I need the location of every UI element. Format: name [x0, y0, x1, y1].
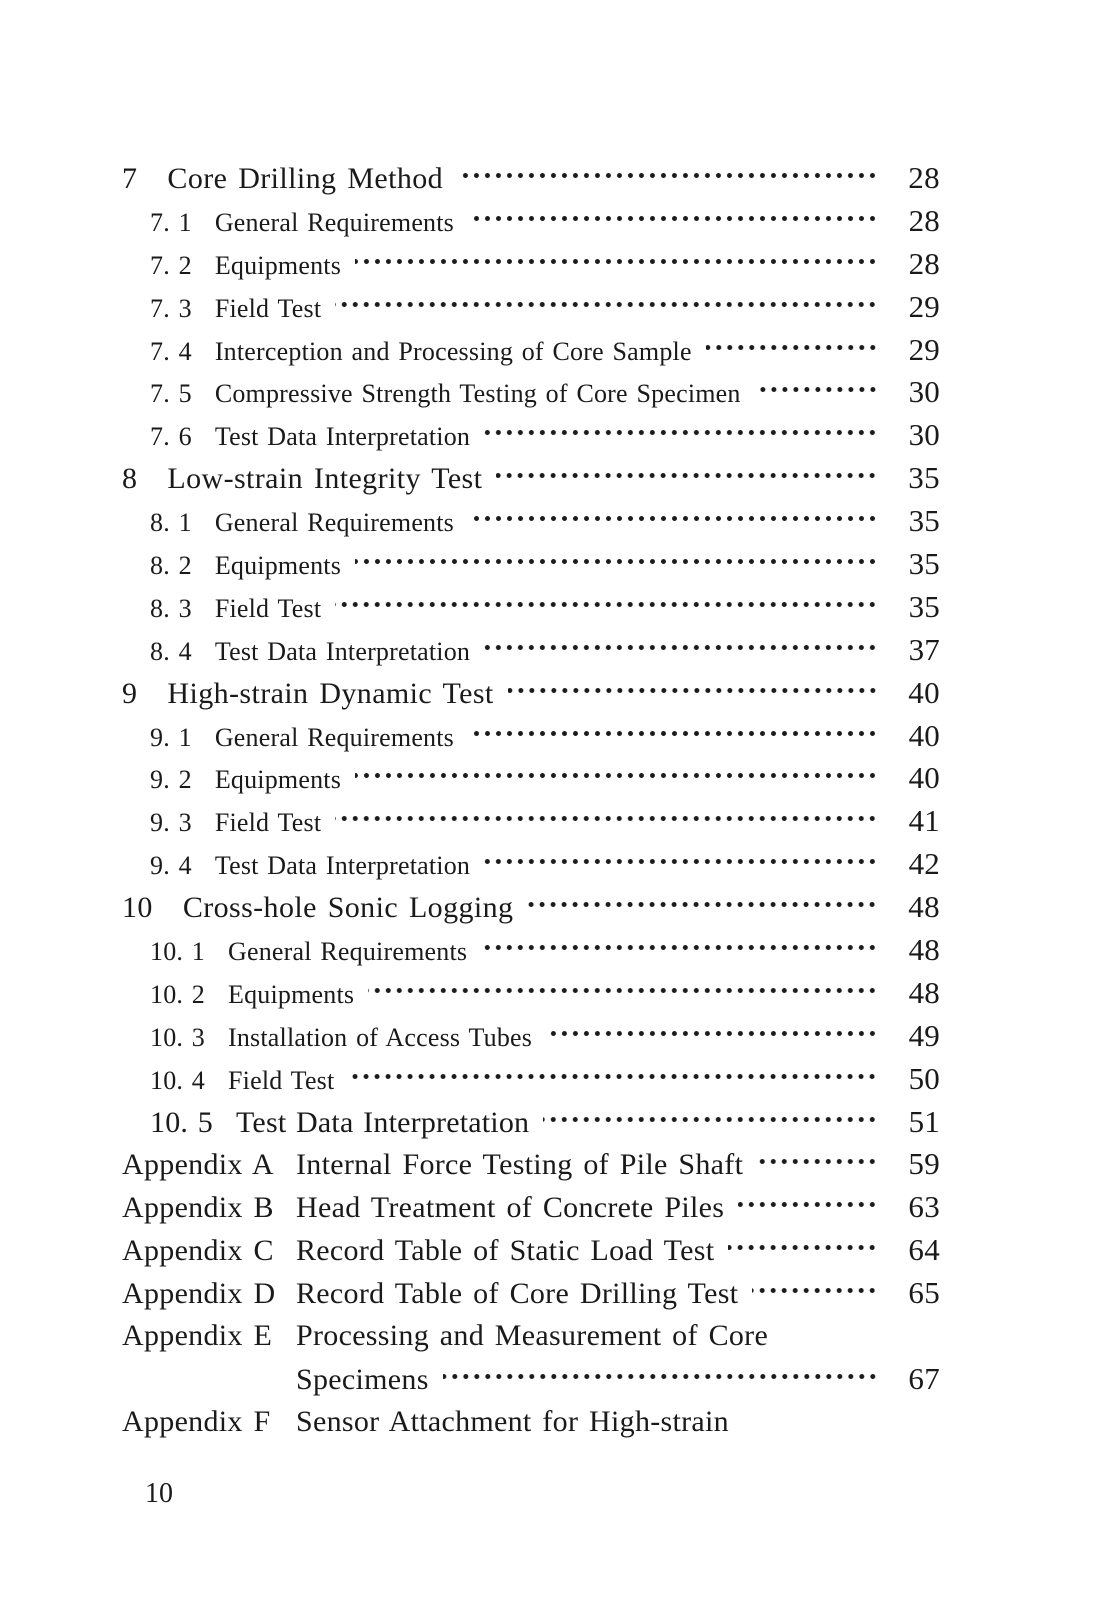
entry-page: 65 — [908, 1275, 940, 1311]
entry-number: 7. 1 — [150, 207, 192, 237]
toc-row — [122, 371, 940, 414]
entry-number: 10. 4 — [150, 1065, 205, 1095]
entry-number: 8. 4 — [150, 636, 192, 666]
entry-title: Field Test — [214, 293, 322, 323]
toc-row — [122, 329, 940, 372]
toc-row — [122, 1101, 940, 1144]
entry-page: 29 — [908, 288, 940, 324]
toc-row — [122, 286, 940, 329]
entry-number: 10. 1 — [150, 937, 205, 967]
entry-page: 48 — [908, 974, 940, 1010]
entry-number: 9. 3 — [150, 808, 192, 838]
entry-page: 28 — [908, 202, 940, 238]
toc-row — [122, 1358, 940, 1401]
dot-leader — [481, 929, 878, 972]
dot-leader — [355, 543, 878, 586]
entry-number: 10. 2 — [150, 979, 205, 1009]
dot-leader — [508, 672, 878, 715]
entry-title: Low-strain Integrity Test — [167, 462, 483, 496]
toc-row — [122, 543, 940, 586]
entry-number: 10. 5 — [150, 1105, 213, 1139]
toc-row — [122, 1143, 940, 1186]
entry-title: Equipments — [214, 250, 342, 280]
dot-leader — [355, 243, 878, 286]
entry-title: Record Table of Static Load Test — [296, 1234, 715, 1268]
entry-title: Installation of Access Tubes — [228, 1022, 533, 1052]
entry-page: 42 — [908, 846, 940, 882]
entry-page: 30 — [908, 417, 940, 453]
entry-title: Head Treatment of Concrete Piles — [296, 1191, 725, 1225]
entry-title: General Requirements — [214, 207, 454, 237]
entry-page: 63 — [908, 1189, 940, 1225]
dot-leader — [335, 286, 878, 329]
toc-row — [122, 243, 940, 286]
entry-number: 9 — [122, 676, 138, 710]
toc-row — [122, 457, 940, 500]
toc-row — [122, 672, 940, 715]
entry-page: 48 — [908, 889, 940, 925]
dot-leader — [496, 457, 878, 500]
toc-row — [122, 414, 940, 457]
entry-title: Record Table of Core Drilling Test — [296, 1277, 739, 1311]
entry-title: Test Data Interpretation — [214, 851, 471, 881]
entry-page: 40 — [908, 674, 940, 710]
toc-list — [122, 157, 940, 1444]
entry-title: Equipments — [214, 765, 342, 795]
dot-leader — [335, 800, 878, 843]
entry-title: High-strain Dynamic Test — [167, 676, 494, 710]
dot-leader — [468, 200, 878, 243]
entry-page: 49 — [908, 1017, 940, 1053]
entry-number: 7. 5 — [150, 379, 192, 409]
entry-number: 8. 1 — [150, 508, 192, 538]
entry-page: 67 — [908, 1360, 940, 1396]
entry-number: 7 — [122, 162, 138, 195]
toc-row — [122, 972, 940, 1015]
entry-number: 7. 3 — [150, 293, 192, 323]
dot-leader — [355, 757, 878, 800]
toc-row — [122, 1015, 940, 1058]
toc-row — [122, 1315, 940, 1358]
entry-title: Test Data Interpretation — [214, 636, 471, 666]
dot-leader — [468, 500, 878, 543]
toc-row — [122, 500, 940, 543]
entry-title: Specimens — [296, 1362, 429, 1396]
dot-leader — [484, 414, 878, 457]
entry-number: Appendix A — [122, 1148, 274, 1182]
entry-number: 10 — [122, 891, 153, 925]
entry-title: Field Test — [228, 1065, 335, 1095]
dot-leader — [457, 157, 878, 200]
entry-title: Equipments — [228, 979, 355, 1009]
dot-leader — [348, 1058, 878, 1101]
toc-row — [122, 586, 940, 629]
entry-page: 29 — [908, 331, 940, 367]
entry-title: Test Data Interpretation — [214, 422, 471, 452]
entry-page: 35 — [908, 546, 940, 582]
entry-title: Cross-hole Sonic Logging — [182, 891, 514, 925]
toc-row — [122, 886, 940, 929]
toc-row — [122, 1272, 940, 1315]
entry-number: Appendix C — [122, 1234, 274, 1268]
entry-title: Equipments — [214, 551, 342, 581]
footer-page-number: 10 — [145, 1478, 173, 1509]
entry-title: Field Test — [214, 593, 322, 623]
entry-title: Interception and Processing of Core Sample — [214, 336, 692, 366]
entry-page: 35 — [908, 588, 940, 624]
entry-number: Appendix E — [122, 1319, 273, 1353]
entry-page: 48 — [908, 932, 940, 968]
entry-page: 37 — [908, 631, 940, 667]
entry-title: General Requirements — [228, 937, 468, 967]
toc-row — [122, 157, 940, 200]
toc-row — [122, 929, 940, 972]
entry-number: 7. 2 — [150, 250, 192, 280]
entry-title: Core Drilling Method — [167, 162, 444, 195]
dot-leader — [546, 1015, 878, 1058]
entry-page: 35 — [908, 503, 940, 539]
entry-page: 28 — [908, 160, 940, 195]
entry-title: General Requirements — [214, 508, 454, 538]
entry-page: 59 — [908, 1146, 940, 1182]
dot-leader — [728, 1229, 878, 1272]
entry-number: Appendix B — [122, 1191, 274, 1225]
entry-title: Compressive Strength Testing of Core Specimen — [214, 379, 741, 409]
entry-title: Sensor Attachment for High-strain — [296, 1404, 729, 1438]
toc-row — [122, 843, 940, 886]
entry-page: 41 — [908, 803, 940, 839]
toc-row — [122, 715, 940, 758]
entry-number: 7. 6 — [150, 422, 192, 452]
entry-title: Test Data Interpretation — [236, 1105, 530, 1139]
entry-number: 8. 3 — [150, 593, 192, 623]
entry-number: Appendix D — [122, 1277, 276, 1311]
dot-leader — [752, 1272, 878, 1315]
entry-page: 28 — [908, 245, 940, 281]
entry-page: 50 — [908, 1060, 940, 1096]
entry-page: 35 — [908, 460, 940, 496]
entry-number: 9. 4 — [150, 851, 192, 881]
entry-page: 40 — [908, 717, 940, 753]
toc-row — [122, 200, 940, 243]
entry-number: 8. 2 — [150, 551, 192, 581]
toc-row — [122, 757, 940, 800]
dot-leader — [468, 715, 878, 758]
toc-row — [122, 1058, 940, 1101]
entry-number: 9. 1 — [150, 722, 192, 752]
dot-leader — [443, 1358, 878, 1401]
dot-leader — [755, 371, 878, 414]
dot-leader — [543, 1101, 878, 1144]
dot-leader — [706, 329, 878, 372]
dot-leader — [484, 629, 878, 672]
dot-leader — [335, 586, 878, 629]
entry-title: Processing and Measurement of Core — [296, 1319, 769, 1353]
entry-page: 30 — [908, 374, 940, 410]
entry-page: 64 — [908, 1232, 940, 1268]
toc-row — [122, 800, 940, 843]
dot-leader — [757, 1143, 878, 1186]
entry-title: General Requirements — [214, 722, 454, 752]
entry-number: 10. 3 — [150, 1022, 205, 1052]
entry-number: Appendix F — [122, 1404, 271, 1438]
toc-row — [122, 1186, 940, 1229]
entry-title: Field Test — [214, 808, 322, 838]
entry-number: 8 — [122, 462, 138, 496]
entry-title: Internal Force Testing of Pile Shaft — [296, 1148, 744, 1182]
toc-row — [122, 1229, 940, 1272]
dot-leader — [738, 1186, 878, 1229]
dot-leader — [368, 972, 878, 1015]
entry-page: 51 — [908, 1103, 940, 1139]
dot-leader — [484, 843, 878, 886]
toc-row — [122, 629, 940, 672]
entry-number: 9. 2 — [150, 765, 192, 795]
dot-leader — [527, 886, 878, 929]
entry-number: 7. 4 — [150, 336, 192, 366]
toc-row — [122, 1401, 940, 1444]
entry-page: 40 — [908, 760, 940, 796]
